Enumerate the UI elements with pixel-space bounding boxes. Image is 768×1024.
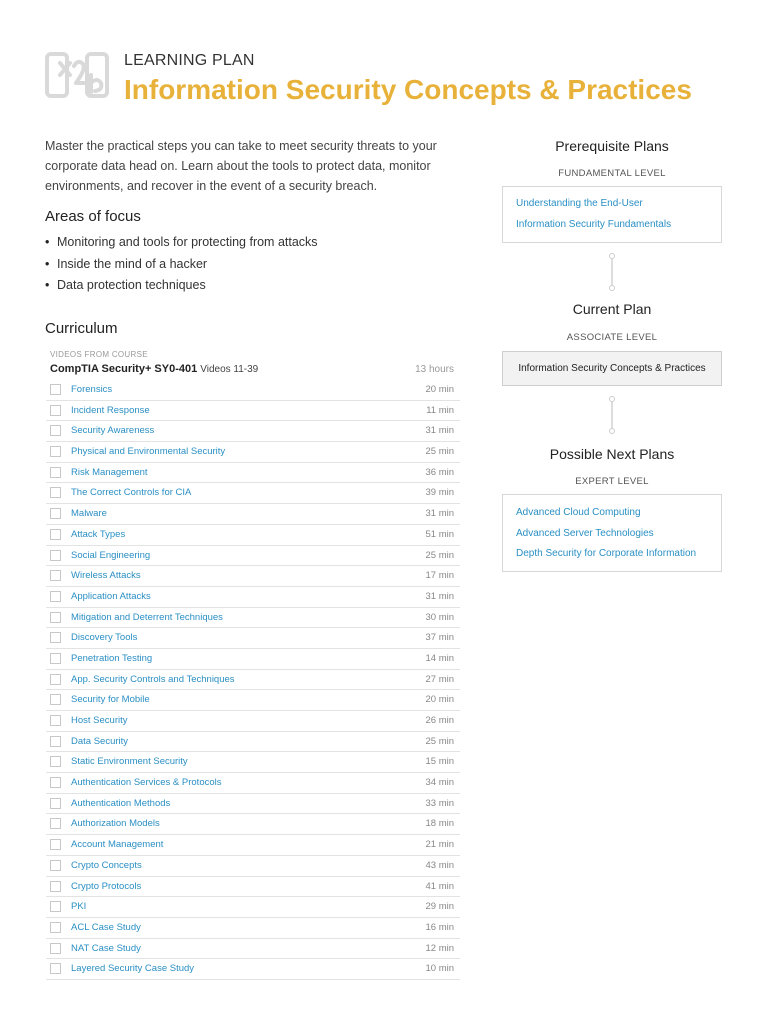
video-duration: 10 min xyxy=(425,963,454,975)
video-title-link[interactable]: Attack Types xyxy=(71,528,126,540)
plan-connector xyxy=(609,396,615,434)
video-title-link[interactable]: Wireless Attacks xyxy=(71,570,141,582)
video-duration: 18 min xyxy=(425,818,454,830)
row-checkbox[interactable] xyxy=(50,922,61,933)
row-checkbox[interactable] xyxy=(50,715,61,726)
curriculum-row xyxy=(46,877,460,898)
row-checkbox[interactable] xyxy=(50,405,61,416)
video-duration: 25 min xyxy=(425,446,454,458)
video-duration: 11 min xyxy=(426,404,454,416)
row-checkbox[interactable] xyxy=(50,818,61,829)
next-level: EXPERT LEVEL xyxy=(575,476,649,487)
curriculum-row xyxy=(46,918,460,939)
prereq-level-wrap xyxy=(502,168,722,179)
row-checkbox[interactable] xyxy=(50,632,61,643)
video-title-link[interactable]: Risk Management xyxy=(71,466,148,478)
curriculum-row xyxy=(46,814,460,835)
video-title-link[interactable]: ACL Case Study xyxy=(71,921,141,933)
video-title-link[interactable]: App. Security Controls and Techniques xyxy=(71,673,235,685)
prereq-heading: Prerequisite Plans xyxy=(555,138,669,154)
current-heading: Current Plan xyxy=(572,301,652,317)
video-duration: 30 min xyxy=(425,611,454,623)
row-checkbox[interactable] xyxy=(50,963,61,974)
learning-plan-logo-icon xyxy=(44,48,110,102)
curriculum-row xyxy=(46,525,460,546)
current-section xyxy=(502,301,722,317)
video-duration: 33 min xyxy=(425,797,454,809)
curriculum-row xyxy=(46,628,460,649)
row-checkbox[interactable] xyxy=(50,529,61,540)
row-checkbox[interactable] xyxy=(50,736,61,747)
prereq-link[interactable]: Understanding the End-User xyxy=(516,198,643,209)
next-link[interactable]: Advanced Server Technologies xyxy=(516,527,654,539)
video-title-link[interactable]: Data Security xyxy=(71,735,129,747)
video-title-link[interactable]: The Correct Controls for CIA xyxy=(71,487,192,499)
next-heading: Possible Next Plans xyxy=(549,446,675,462)
next-link[interactable]: Depth Security for Corporate Information xyxy=(516,548,697,559)
video-duration: 15 min xyxy=(425,756,454,768)
video-duration: 25 min xyxy=(425,549,454,561)
current-plan-name: Information Security Concepts & Practices xyxy=(518,363,706,374)
row-checkbox[interactable] xyxy=(50,425,61,436)
video-duration: 31 min xyxy=(425,590,454,602)
course-hours: 13 hours xyxy=(415,364,454,375)
curriculum-row xyxy=(46,897,460,918)
row-checkbox[interactable] xyxy=(50,839,61,850)
video-title-link[interactable]: Crypto Protocols xyxy=(71,880,142,892)
video-title-link[interactable]: NAT Case Study xyxy=(71,942,141,954)
video-duration: 29 min xyxy=(425,901,454,913)
curriculum-row xyxy=(46,959,460,980)
row-checkbox[interactable] xyxy=(50,487,61,498)
video-title-link[interactable]: Authentication Services & Protocols xyxy=(71,777,222,789)
focus-item: • Data protection techniques xyxy=(45,275,318,297)
areas-of-focus-list xyxy=(45,232,318,297)
video-duration: 21 min xyxy=(425,839,454,851)
row-checkbox[interactable] xyxy=(50,943,61,954)
video-duration: 12 min xyxy=(425,942,454,954)
video-title-link[interactable]: Authorization Models xyxy=(71,818,160,830)
curriculum-row xyxy=(46,752,460,773)
row-checkbox[interactable] xyxy=(50,674,61,685)
video-duration: 20 min xyxy=(425,694,454,706)
areas-of-focus-heading: Areas of focus xyxy=(45,208,141,225)
curriculum-row xyxy=(46,856,460,877)
focus-item: • Monitoring and tools for protecting from attacks xyxy=(45,232,318,254)
video-title-link[interactable]: Forensics xyxy=(71,384,113,395)
row-checkbox[interactable] xyxy=(50,798,61,809)
curriculum-row xyxy=(46,939,460,960)
curriculum-row xyxy=(46,504,460,525)
curriculum-row xyxy=(46,732,460,753)
video-duration: 34 min xyxy=(425,777,454,789)
video-duration: 51 min xyxy=(425,528,454,540)
current-plan-box xyxy=(502,351,722,386)
video-title-link[interactable]: Incident Response xyxy=(71,404,150,416)
course-title xyxy=(50,363,258,375)
prereq-box xyxy=(502,186,722,243)
video-duration: 26 min xyxy=(425,715,454,726)
video-title-link[interactable]: Physical and Environmental Security xyxy=(71,446,226,458)
video-title-link[interactable]: Malware xyxy=(71,508,107,520)
row-checkbox[interactable] xyxy=(50,694,61,705)
video-title-link[interactable]: Crypto Concepts xyxy=(71,859,142,871)
video-duration: 31 min xyxy=(425,425,454,437)
plan-eyebrow: LEARNING PLAN xyxy=(124,52,255,69)
prereq-section xyxy=(502,138,722,154)
curriculum-row xyxy=(46,546,460,567)
current-level-wrap xyxy=(502,332,722,343)
video-title-link[interactable]: Mitigation and Deterrent Techniques xyxy=(71,611,223,623)
curriculum-row xyxy=(46,794,460,815)
row-checkbox[interactable] xyxy=(50,881,61,892)
video-title-link[interactable]: PKI xyxy=(71,901,87,913)
curriculum-row xyxy=(46,442,460,463)
course-videos: Videos 11-39 xyxy=(200,364,259,375)
row-checkbox[interactable] xyxy=(50,777,61,788)
curriculum-row xyxy=(46,649,460,670)
next-box xyxy=(502,494,722,572)
video-title-link[interactable]: Static Environment Security xyxy=(71,756,188,768)
curriculum-list xyxy=(46,380,460,980)
video-duration: 17 min xyxy=(425,570,454,582)
video-title-link[interactable]: Discovery Tools xyxy=(71,632,138,644)
video-duration: 43 min xyxy=(425,859,454,871)
curriculum-row xyxy=(46,670,460,691)
row-checkbox[interactable] xyxy=(50,901,61,912)
course-kicker: VIDEOS FROM COURSE xyxy=(50,350,148,359)
row-checkbox[interactable] xyxy=(50,446,61,457)
curriculum-row xyxy=(46,463,460,484)
row-checkbox[interactable] xyxy=(50,550,61,561)
plan-title: Information Security Concepts & Practices xyxy=(124,74,692,105)
video-duration: 20 min xyxy=(425,384,454,395)
video-duration: 31 min xyxy=(425,508,454,520)
row-checkbox[interactable] xyxy=(50,756,61,767)
video-duration: 27 min xyxy=(425,673,454,685)
video-title-link[interactable]: Authentication Methods xyxy=(71,797,171,809)
curriculum-row xyxy=(46,835,460,856)
row-checkbox[interactable] xyxy=(50,508,61,519)
row-checkbox[interactable] xyxy=(50,653,61,664)
video-title-link[interactable]: Application Attacks xyxy=(71,590,151,602)
curriculum-heading: Curriculum xyxy=(45,320,118,337)
course-name: CompTIA Security+ SY0-401 xyxy=(50,363,198,375)
video-title-link[interactable]: Layered Security Case Study xyxy=(71,963,195,975)
row-checkbox[interactable] xyxy=(50,591,61,602)
video-title-link[interactable]: Security for Mobile xyxy=(71,694,150,706)
curriculum-row xyxy=(46,566,460,587)
plan-connector xyxy=(609,253,615,291)
current-level: ASSOCIATE LEVEL xyxy=(566,332,658,343)
next-section xyxy=(502,446,722,462)
video-title-link[interactable]: Social Engineering xyxy=(71,549,151,561)
video-title-link[interactable]: Penetration Testing xyxy=(71,652,153,664)
curriculum-row xyxy=(46,773,460,794)
row-checkbox[interactable] xyxy=(50,860,61,871)
video-duration: 41 min xyxy=(425,880,454,892)
next-level-wrap xyxy=(502,476,722,487)
next-link[interactable]: Advanced Cloud Computing xyxy=(516,507,641,518)
video-title-link[interactable]: Security Awareness xyxy=(71,425,155,437)
video-title-link[interactable]: Host Security xyxy=(71,715,128,726)
video-title-link[interactable]: Account Management xyxy=(71,839,164,851)
video-duration: 36 min xyxy=(425,466,454,478)
curriculum-row xyxy=(46,608,460,629)
row-checkbox[interactable] xyxy=(50,570,61,581)
video-duration: 25 min xyxy=(425,735,454,747)
curriculum-row xyxy=(46,483,460,504)
video-duration: 14 min xyxy=(425,652,454,664)
row-checkbox[interactable] xyxy=(50,467,61,478)
focus-item: • Inside the mind of a hacker xyxy=(45,254,318,276)
prereq-link[interactable]: Information Security Fundamentals xyxy=(516,218,672,230)
prereq-level: FUNDAMENTAL LEVEL xyxy=(558,168,666,179)
video-duration: 39 min xyxy=(425,487,454,499)
video-duration: 16 min xyxy=(425,921,454,933)
row-checkbox[interactable] xyxy=(50,384,61,395)
video-duration: 37 min xyxy=(425,632,454,644)
plan-description: Master the practical steps you can take to meet security threats to your corporate data head on. Learn about the tools to protect data, monitor environments, and recover in the event of a security breach. xyxy=(45,139,437,193)
curriculum-row xyxy=(46,711,460,732)
curriculum-row xyxy=(46,401,460,422)
curriculum-row xyxy=(46,587,460,608)
row-checkbox[interactable] xyxy=(50,612,61,623)
curriculum-row xyxy=(46,690,460,711)
curriculum-row xyxy=(46,421,460,442)
curriculum-row xyxy=(46,380,460,401)
